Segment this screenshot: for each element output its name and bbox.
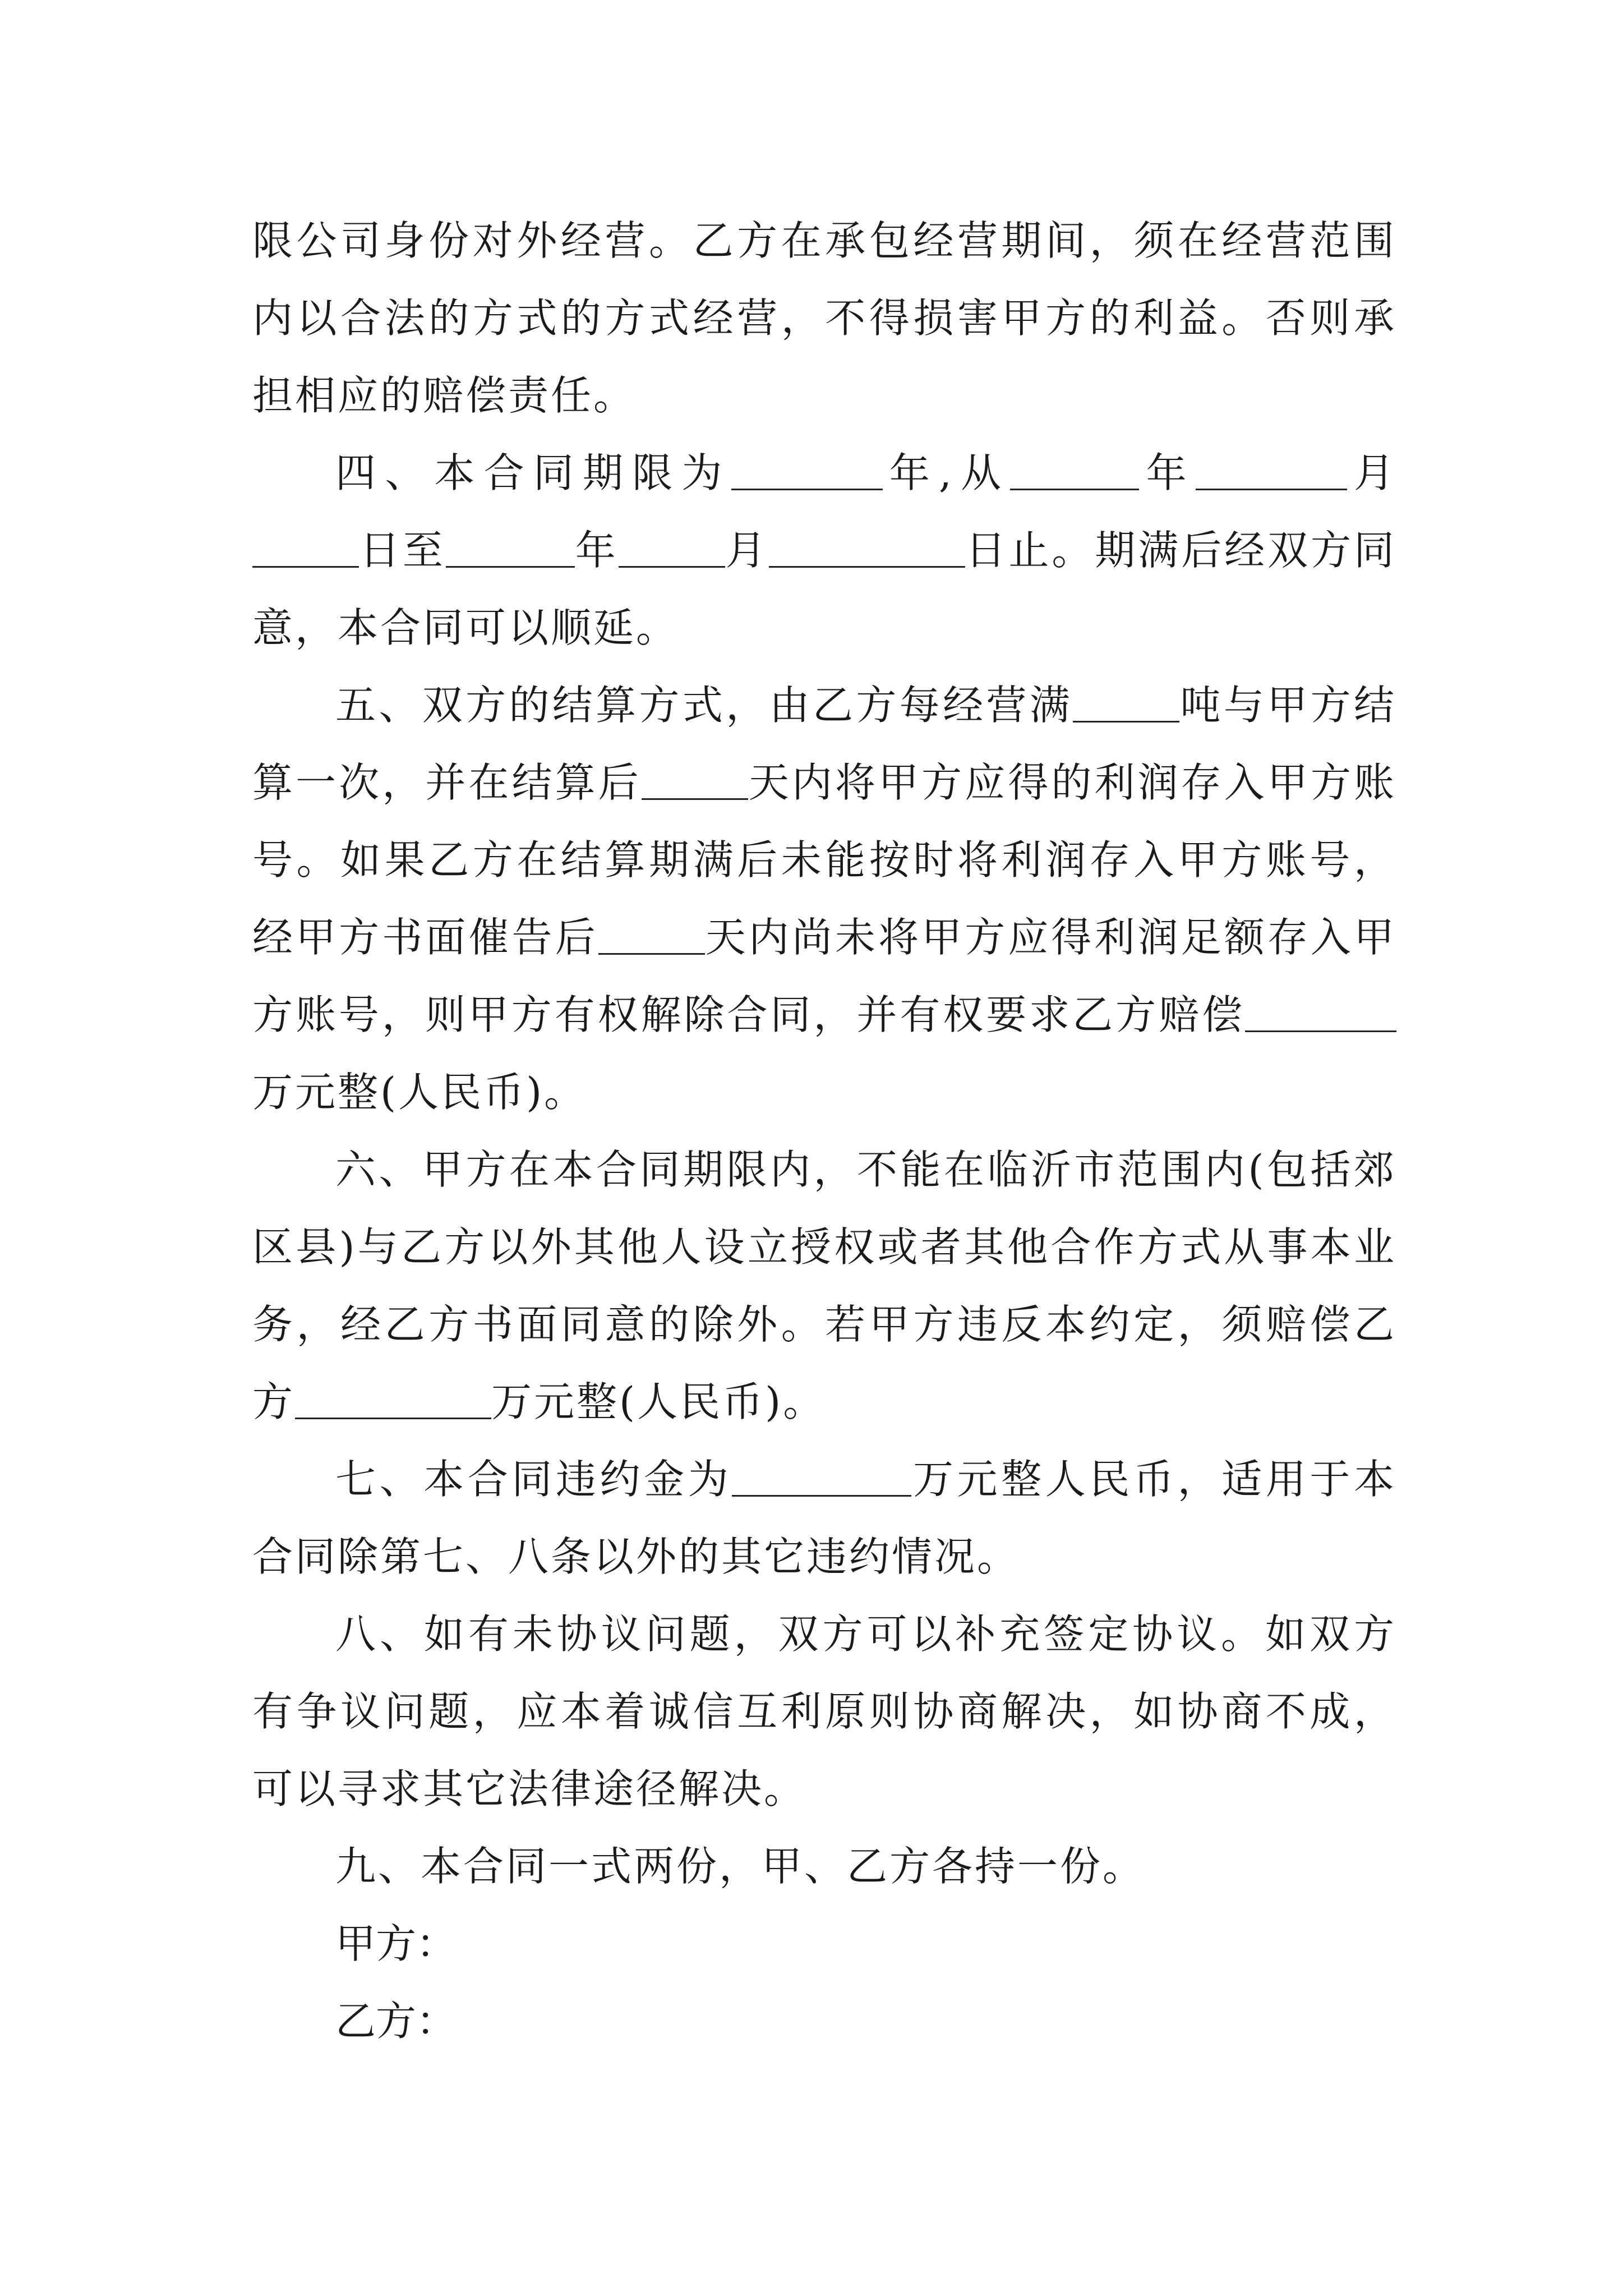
paragraph-7-penalty xyxy=(252,1441,1396,1595)
blank-penalty-amount xyxy=(732,1456,911,1497)
blank-deposit-days xyxy=(642,759,748,800)
paragraph-5-settlement xyxy=(252,666,1396,1131)
term-text-6: 年 xyxy=(574,527,619,574)
contract-page xyxy=(252,202,1396,2060)
term-text-3: 年 xyxy=(1139,449,1196,496)
signature-party-b xyxy=(252,1982,1396,2060)
party-a-label: 甲方： xyxy=(335,1920,457,1967)
paragraph-6-exclusivity xyxy=(252,1131,1396,1441)
penalty-text-1: 七、本合同违约金为 xyxy=(335,1456,732,1503)
paragraph-9-copies xyxy=(252,1828,1396,1905)
blank-tonnage xyxy=(1073,682,1179,723)
paragraph-8-disputes xyxy=(252,1595,1396,1828)
blank-term-years xyxy=(731,449,883,490)
paragraph-3-text: 限公司身份对外经营。乙方在承包经营期间，须在经营范围内以合法的方式的方式经营，不得损害甲方的利益。否则承担相应的赔偿责任。 xyxy=(252,217,1396,419)
copies-text: 九、本合同一式两份，甲、乙方各持一份。 xyxy=(335,1843,1146,1890)
paragraph-3-continuation xyxy=(252,202,1396,434)
blank-start-month xyxy=(1196,449,1347,490)
disputes-text: 八、如有未协议问题，双方可以补充签定协议。如双方有争议问题，应本着诚信互利原则协商解决，如协商不成，可以寻求其它法律途径解决。 xyxy=(252,1611,1396,1812)
settlement-text-1: 五、双方的结算方式，由乙方每经营满 xyxy=(335,682,1073,729)
blank-start-year xyxy=(1010,449,1139,490)
term-text-4: 月 xyxy=(1347,449,1396,496)
settlement-text-2: 吨与甲方结算一次，并在结算后 xyxy=(252,682,1396,806)
paragraph-4-term xyxy=(252,434,1396,666)
blank-compensation-amount xyxy=(1245,991,1396,1032)
settlement-text-3: 天内将甲方应得的利润存入甲方账号。如果乙方在结算期满后未能按时将利润存入甲方账号，经甲方书面催告后 xyxy=(252,759,1396,961)
settlement-text-5: 万元整(人民币)。 xyxy=(252,1069,587,1116)
blank-start-day xyxy=(252,527,359,568)
term-text-8: 日止。期满后经双方同意，本合同可以顺延。 xyxy=(252,527,1396,651)
term-text-1: 四、本合同期限为 xyxy=(335,449,731,496)
penalty-text-2: 万元整人民币，适用于本合同除第七、八条以外的其它违约情况。 xyxy=(252,1456,1396,1580)
term-text-5: 日至 xyxy=(359,527,446,574)
settlement-text-4: 天内尚未将甲方应得利润足额存入甲方账号，则甲方有权解除合同，并有权要求乙方赔偿 xyxy=(252,914,1396,1038)
term-text-2: 年,从 xyxy=(882,449,1011,496)
exclusivity-text-1: 六、甲方在本合同期限内，不能在临沂市范围内(包括郊区县)与乙方以外其他人设立授权或者其他合作方式从事本业务，经乙方书面同意的除外。若甲方违反本约定，须赔偿乙方 xyxy=(252,1146,1396,1425)
exclusivity-text-2: 万元整(人民币)。 xyxy=(491,1378,826,1425)
blank-overdue-days xyxy=(598,914,705,955)
party-b-label: 乙方： xyxy=(335,1998,457,2045)
blank-exclusivity-compensation xyxy=(295,1378,491,1419)
term-text-7: 月 xyxy=(725,527,769,574)
blank-end-year xyxy=(446,527,575,568)
blank-end-day xyxy=(769,527,965,568)
signature-party-a xyxy=(252,1905,1396,1982)
blank-end-month xyxy=(619,527,725,568)
